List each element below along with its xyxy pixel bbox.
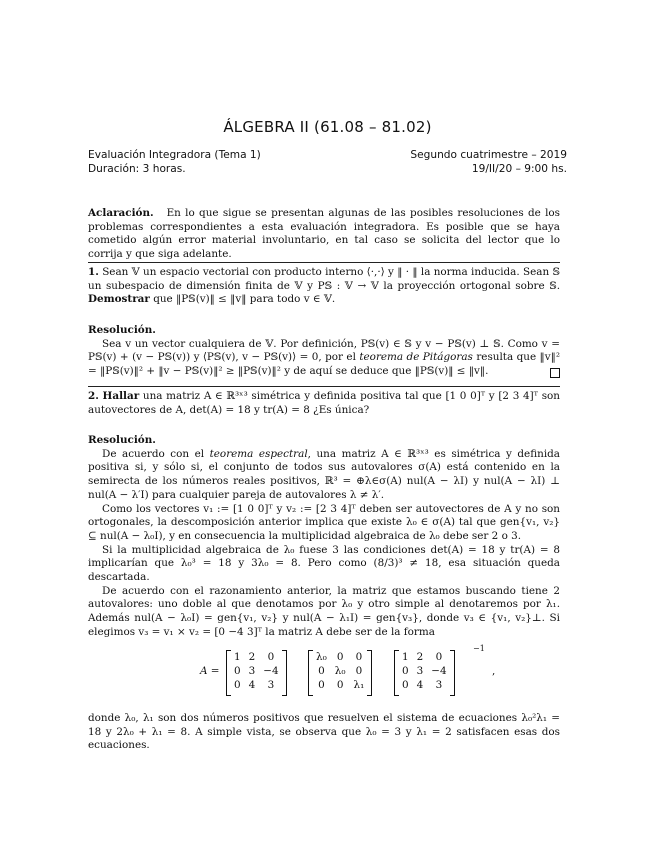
problem-1-statement-end: que ‖P𝕊(v)‖ ≤ ‖v‖ para todo v ∈ 𝕍.	[153, 293, 336, 306]
matrix-p-entries	[230, 650, 283, 692]
matrix-cell: 0	[355, 651, 363, 663]
pythagoras-term: teorema de Pitágoras	[359, 351, 473, 364]
inverse-exponent: −1	[473, 644, 485, 653]
matrix-cell: 0	[234, 679, 241, 691]
matrix-lhs: A =	[200, 665, 220, 677]
matrix-cell: 2	[248, 651, 256, 663]
problem-1-statement: Sean 𝕍 un espacio vectorial con producto interno ⟨·,·⟩ y ‖ · ‖ la norma inducida. Sean 𝕊 un subespacio de dimensión finita de 𝕍 y P𝕊 : 𝕍 → 𝕍 la proyección ortogonal sobre 𝕊.	[88, 266, 560, 292]
resolution-2-paragraph-5: donde λ₀, λ₁ son dos números positivos que resuelven el sistema de ecuaciones λ₀²λ₁ = 18 y 2λ₀ + λ₁ = 8. A simple vista, se observa que λ₀ = 3 y λ₁ = 2 satisfacen esas dos ecuaciones.	[88, 712, 560, 752]
term: Segundo cuatrimestre – 2019	[410, 149, 567, 161]
aclaracion-label: Aclaración.	[88, 207, 154, 219]
resolution-2-paragraph-3: Si la multiplicidad algebraica de λ₀ fuese 3 las condiciones det(A) = 18 y tr(A) = 8 implicarían que λ₀³ = 18 y 3λ₀ = 8. Pero como (8/3)³ ≠ 18, esa situación queda descartada.	[88, 543, 560, 584]
header-right	[410, 148, 567, 176]
matrix-cell: −4	[263, 665, 279, 677]
aclaracion-text: En lo que sigue se presentan algunas de las posibles resoluciones de los problemas correspondientes a esta evaluación integradora. Es posible que se haya cometido algún error material involuntario, en tal caso se solicita del lector que lo corrija y que siga adelante.	[88, 207, 560, 261]
divider	[88, 262, 560, 263]
matrix-cell: 3	[435, 679, 443, 691]
matrix-cell: 1	[402, 651, 409, 663]
matrix-cell: 3	[248, 665, 256, 677]
matrix-equation	[88, 644, 560, 708]
matrix-cell: 0	[336, 679, 344, 691]
exam-duration: Duración: 3 horas.	[88, 163, 186, 175]
resolution-2-paragraph-2: Como los vectores v₁ := [1 0 0]ᵀ y v₂ := [2 3 4]ᵀ deben ser autovectores de A y no son ortogonales, la descomposición anterior implica que existe λ₀ ∈ σ(A) tal que gen{v₁, v₂} ⊆ nul(A − λ₀I), y en consecuencia la multiplicidad algebraica de λ₀ debe ser 2 o 3.	[88, 502, 560, 542]
matrix-cell: λ₀	[316, 651, 327, 663]
matrix-p-inverse-entries	[398, 650, 451, 692]
problem-2-hallar: Hallar	[102, 390, 140, 402]
divider	[88, 386, 560, 387]
aclaracion-paragraph	[88, 207, 560, 262]
exam-date: 19/II/20 – 9:00 hs.	[471, 163, 567, 175]
matrix-cell: 0	[402, 665, 409, 677]
spectral-theorem-term: teorema espectral	[209, 447, 308, 460]
matrix-cell: 0	[355, 665, 363, 677]
matrix-cell: 3	[416, 665, 424, 677]
matrix-cell: 4	[416, 679, 424, 691]
matrix-cell: 1	[234, 651, 241, 663]
qed-square-icon	[550, 368, 560, 378]
matrix-cell: −4	[431, 665, 447, 677]
matrix-cell: 0	[234, 665, 241, 677]
problem-2-statement: una matriz A ∈ ℝ³ˣ³ simétrica y definida positiva tal que [1 0 0]ᵀ y [2 3 4]ᵀ son autovectores de A, det(A) = 18 y tr(A) = 8 ¿Es única?	[88, 390, 560, 416]
problem-2	[88, 390, 560, 417]
resolution-1-body: Sea v un vector cualquiera de 𝕍. Por definición, P𝕊(v) ∈ 𝕊 y v − P𝕊(v) ⊥ 𝕊. Como v = P𝕊(v) + (v − P𝕊(v)) y ⟨P𝕊(v), v − P𝕊(v)⟩ = 0, por el teorema de Pitágoras resulta que ‖v‖² = ‖P𝕊(v)‖² + ‖v − P𝕊(v)‖² ≥ ‖P𝕊(v)‖² y de aquí se deduce que ‖P𝕊(v)‖ ≤ ‖v‖.	[88, 337, 560, 378]
matrix-cell: 2	[416, 651, 424, 663]
matrix-cell: λ₁	[353, 679, 365, 691]
matrix-cell: 0	[435, 651, 443, 663]
exam-name: Evaluación Integradora (Tema 1)	[88, 149, 261, 161]
resolution-1	[88, 324, 560, 379]
resolution-2-paragraph-4: De acuerdo con el razonamiento anterior, la matriz que estamos buscando tiene 2 autovalores: uno doble al que denotamos por λ₀ y otro simple al denotaremos por λ₁. Además nul(A − λ₀I) = gen{v₁, v₂} y nul(A − λ₁I) = gen{v₃}, donde v₃ ∈ {v₁, v₂}⊥. Si elegimos v₃ = v₁ × v₂ = [0 −4 3]ᵀ la matriz A debe ser de la forma	[88, 584, 560, 638]
matrix-cell: 0	[318, 665, 325, 677]
matrix-comma: ,	[492, 665, 496, 677]
problem-1-demostrar: Demostrar	[88, 293, 150, 306]
matrix-cell: λ₀	[334, 665, 346, 677]
header-left	[88, 148, 261, 176]
matrix-cell: 3	[267, 679, 275, 691]
resolution-2	[88, 434, 560, 640]
resolution-2-paragraph-1: De acuerdo con el teorema espectral, una matriz A ∈ ℝ³ˣ³ es simétrica y definida positiva si, y sólo si, el conjunto de todos sus autovalores σ(A) está contenido en la semirecta de los números reales positivos, ℝ³ = ⊕λ∈σ(A) nul(A − λI) y nul(A − λI) ⊥ nul(A − λ′I) para cualquier pareja de autovalores λ ≠ λ′.	[88, 447, 560, 501]
matrix-diagonal	[308, 650, 368, 692]
matrix-cell: 0	[318, 679, 325, 691]
problem-1-number: 1.	[88, 266, 99, 278]
resolution-2-heading: Resolución.	[88, 434, 156, 446]
matrix-cell: 0	[402, 679, 409, 691]
problem-1	[88, 266, 560, 307]
matrix-p-inverse	[394, 650, 451, 692]
resolution-1-heading: Resolución.	[88, 324, 156, 336]
page-title: ÁLGEBRA II (61.08 – 81.02)	[223, 118, 432, 136]
matrix-diagonal-entries	[312, 650, 368, 692]
matrix-cell: 0	[267, 651, 275, 663]
matrix-p	[226, 650, 283, 692]
problem-2-number: 2.	[88, 390, 99, 402]
matrix-cell: 4	[248, 679, 256, 691]
matrix-cell: 0	[336, 651, 344, 663]
